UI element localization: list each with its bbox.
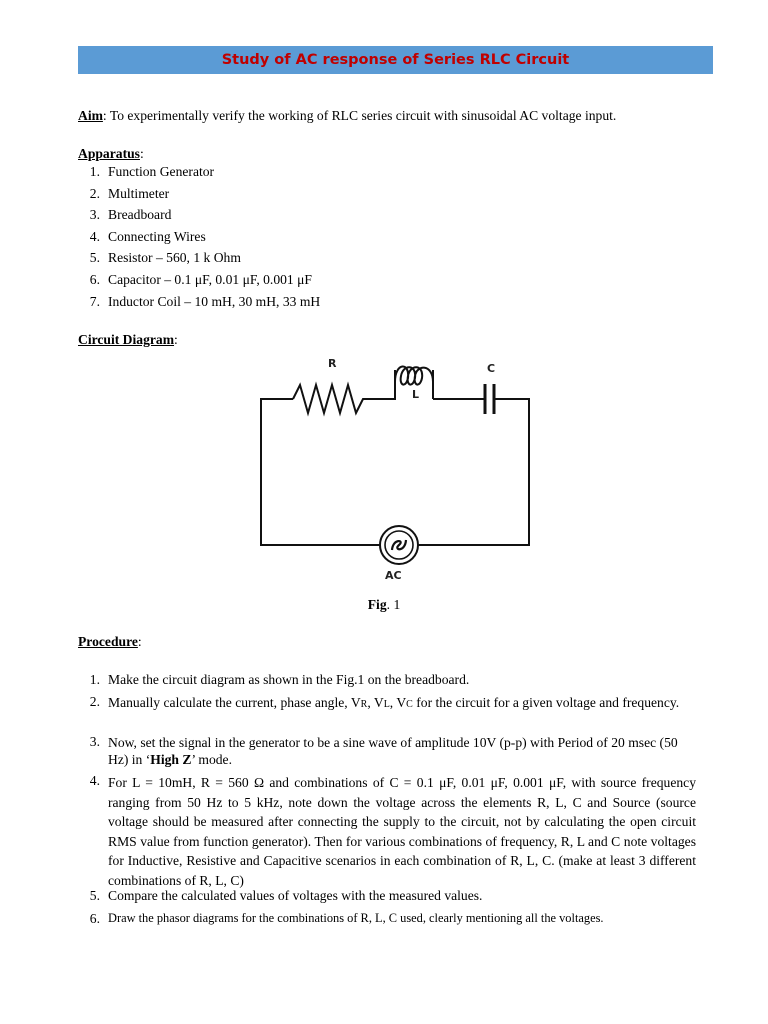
list-item: 7. Inductor Coil – 10 mH, 30 mH, 33 mH [89,294,321,309]
aim-label: Aim [78,108,103,123]
apparatus-heading: Apparatus: [78,146,144,161]
list-item: 1. Function Generator [89,164,215,179]
list-item: 3. Now, set the signal in the generator to be a sine wave of amplitude 10V (p-p) with Period of 20 msec (50 Hz) in ‘High Z’ mode. [89,734,678,767]
list-item: 2. Multimeter [89,186,170,201]
circuit-label: Circuit Diagram [78,332,175,347]
list-item: 6. Capacitor – 0.1 μF, 0.01 μF, 0.001 μF [89,272,312,287]
procedure-label: Procedure [78,634,138,649]
title-banner [78,46,713,74]
procedure-heading: Procedure: [78,634,142,649]
list-item: 1. Make the circuit diagram as shown in the Fig.1 on the breadboard. [89,672,470,687]
circuit-heading: Circuit Diagram: [78,332,178,347]
document-title: Study of AC response of Series RLC Circuit [221,52,570,68]
list-item: 2. Manually calculate the current, phase angle, VR, VL, VC for the circuit for a given voltage and frequency. [89,694,680,710]
aim-line [78,108,616,124]
source-label: AC [385,569,402,582]
inductor-symbol [388,366,433,399]
capacitor-label: C [487,362,496,375]
apparatus-label: Apparatus [78,146,140,161]
inductor-label: L [412,388,420,401]
capacitor-symbol [485,384,494,414]
resistor-label: R [328,357,337,370]
right-wire [418,399,529,545]
list-item: 5. Compare the calculated values of voltages with the measured values. [89,888,483,903]
aim-text: : To experimentally verify the working of RLC series circuit with sinusoidal AC voltage input. [102,108,617,123]
list-item: 5. Resistor – 560, 1 k Ohm [89,250,241,265]
list-item: 6. Draw the phasor diagrams for the combinations of R, L, C used, clearly mentioning all the voltages. [89,911,604,926]
rlc-circuit-diagram [255,352,540,592]
figure-caption: Fig. 1 [367,597,401,612]
resistor-symbol [293,385,388,413]
list-item: 4. Connecting Wires [89,229,206,244]
list-item: 3. Breadboard [89,207,172,222]
left-wire [261,399,380,545]
list-item: 4. For L = 10mH, R = 560 Ω and combinations of C = 0.1 μF, 0.01 μF, 0.001 μF, with source frequency ranging from 50 Hz to 5 kHz, note down the voltage across the elements R, L, C and Source (source voltage should be measured after connecting the supply to the circuit, not by calculating the open circuit RMS value from function generator). Then for various combinations of frequency, R, L and C note voltages for Inductive, Resistive and Capacitive scenarios in each combination of R, L, C. (make at least 3 different combinations of R, L, C) [89,773,696,888]
